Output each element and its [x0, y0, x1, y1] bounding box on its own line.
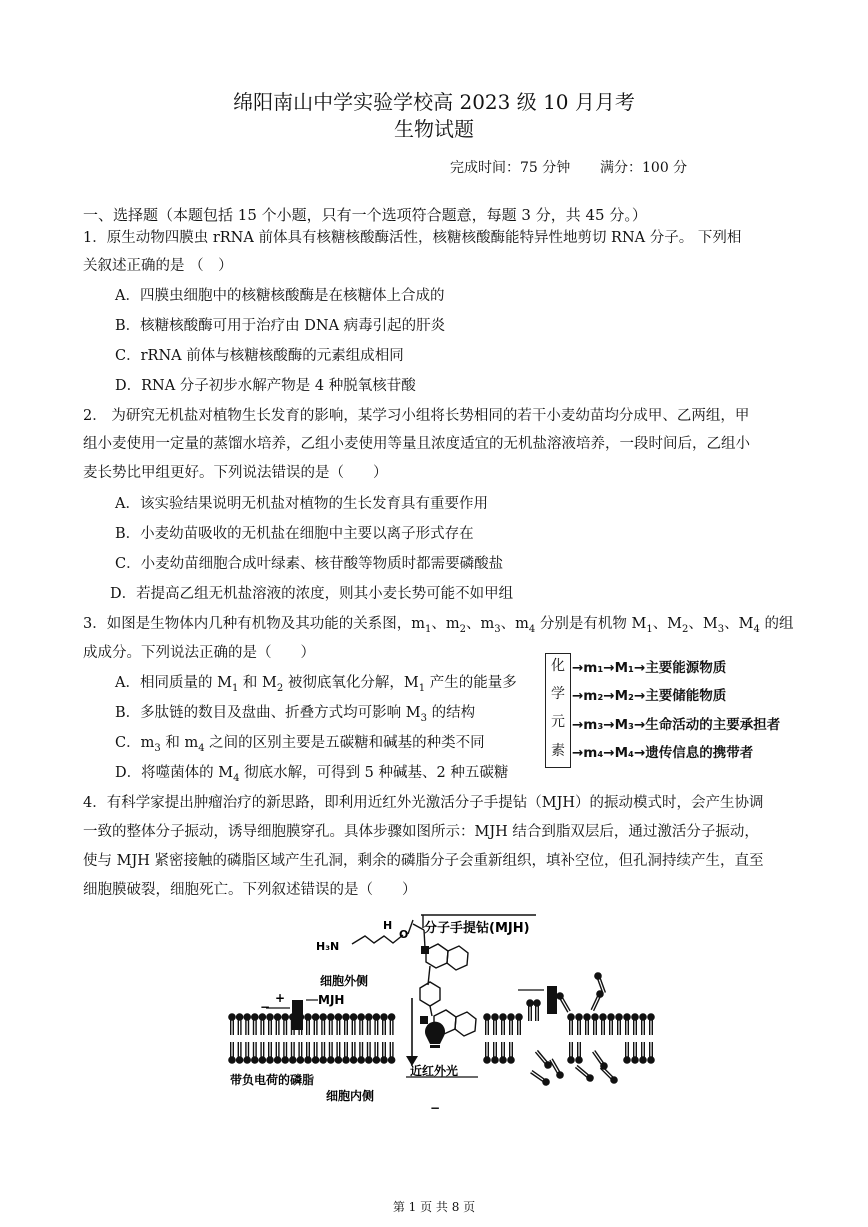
- q2-stem-line3: 麦长势比甲组更好。下列说法错误的是（ ）: [83, 465, 388, 481]
- phospholipid: [319, 1042, 327, 1064]
- phospholipid: [591, 1013, 599, 1035]
- phospholipid: [274, 1042, 282, 1064]
- phospholipid: [533, 999, 541, 1021]
- phospholipid: [575, 1042, 583, 1064]
- phospholipid: [259, 1013, 267, 1035]
- phospholipid: [591, 1049, 610, 1071]
- phospholipid: [365, 1013, 373, 1035]
- phospholipid: [623, 1013, 631, 1035]
- phospholipid: [583, 1013, 591, 1035]
- phospholipid: [266, 1042, 274, 1064]
- full-score: 满分：100 分: [600, 160, 688, 176]
- phospholipid: [304, 1042, 312, 1064]
- phospholipid: [335, 1013, 343, 1035]
- phospholipid: [631, 1042, 639, 1064]
- label-minus: −: [260, 1000, 271, 1014]
- phospholipid: [631, 1013, 639, 1035]
- phospholipid: [507, 1042, 515, 1064]
- phospholipid: [607, 1013, 615, 1035]
- phospholipid: [228, 1013, 236, 1035]
- q3-chain-3: →m₃→M₃→生命活动的主要承担者: [572, 717, 781, 733]
- phospholipid: [357, 1042, 365, 1064]
- phospholipid: [526, 999, 534, 1021]
- q1-stem-line2: 关叙述正确的是 （ ）: [83, 258, 233, 274]
- label-cell-inside: 细胞内侧: [326, 1089, 375, 1103]
- phospholipid: [615, 1013, 623, 1035]
- q4-stem-line3: 使与 MJH 紧密接触的磷脂区域产生孔洞，剩余的磷脂分子会重新组织，填补空位，但孔洞持续产生，直至: [83, 853, 764, 869]
- phospholipid: [491, 1013, 499, 1035]
- phospholipid: [483, 1013, 491, 1035]
- phospholipid: [380, 1013, 388, 1035]
- label-plus: +: [275, 991, 286, 1005]
- phospholipid: [350, 1013, 358, 1035]
- phospholipid: [575, 1013, 583, 1035]
- phospholipid: [327, 1013, 335, 1035]
- phospholipid: [259, 1042, 267, 1064]
- phospholipid: [319, 1013, 327, 1035]
- label-cell-outside: 细胞外侧: [320, 974, 369, 988]
- q3-chain-4: →m₄→M₄→遗传信息的携带者: [572, 745, 754, 761]
- phospholipid: [639, 1013, 647, 1035]
- phospholipid: [574, 1064, 596, 1084]
- phospholipid: [639, 1042, 647, 1064]
- phospholipid: [373, 1042, 381, 1064]
- page-subtitle: 生物试题: [394, 117, 474, 141]
- page-title: 绵阳南山中学实验学校高 2023 级 10 月月考: [233, 90, 635, 114]
- q3-chain-2: →m₂→M₂→主要储能物质: [572, 688, 727, 704]
- q3-option-b: B．多肽链的数目及盘曲、折叠方式均可影响 $M_3$ 的结构: [115, 705, 476, 724]
- label-near-infrared: 近红外光: [410, 1064, 459, 1078]
- q1-option-c: C．rRNA 前体与核糖核酸酶的元素组成相同: [115, 348, 404, 364]
- q1-option-d: D．RNA 分子初步水解产物是 4 种脱氧核苷酸: [115, 378, 416, 394]
- phospholipid: [388, 1042, 396, 1064]
- q3-stem-line1: 3．如图是生物体内几种有机物及其功能的关系图，$m_1$、$m_2$、$m_3$、$m_4$ 分别是有机物 $M_1$、$M_2$、$M_3$、$M_4$ 的组: [83, 616, 794, 635]
- page-footer: 第 1 页 共 8 页: [392, 1200, 476, 1214]
- phospholipid: [243, 1013, 251, 1035]
- q3-box-char-2: 学: [551, 686, 565, 702]
- q4-stem-line4: 细胞膜破裂，细胞死亡。下列叙述错误的是（ ）: [83, 882, 417, 898]
- section-heading: 一、选择题（本题包括 15 个小题，只有一个选项符合题意，每题 3 分，共 45 分。）: [83, 206, 647, 224]
- phospholipid: [491, 1042, 499, 1064]
- phospholipid: [373, 1013, 381, 1035]
- time-limit: 完成时间：75 分钟: [450, 160, 571, 176]
- phospholipid: [228, 1042, 236, 1064]
- phospholipid: [499, 1042, 507, 1064]
- phospholipid: [312, 1013, 320, 1035]
- q2-option-a: A．该实验结果说明无机盐对植物的生长发育具有重要作用: [115, 496, 488, 512]
- phospholipid: [312, 1042, 320, 1064]
- phospholipid: [647, 1042, 655, 1064]
- q3-box-char-3: 元: [551, 714, 565, 730]
- phospholipid: [599, 1013, 607, 1035]
- phospholipid: [529, 1069, 551, 1088]
- q2-stem-line1: 2． 为研究无机盐对植物生长发育的影响，某学习小组将长势相同的若干小麦幼苗均分成甲、乙两组，甲: [83, 408, 750, 424]
- label-mjh: MJH: [318, 993, 345, 1007]
- q3-option-a: A．相同质量的 $M_1$ 和 $M_2$ 被彻底氧化分解，$M_1$ 产生的能量多: [115, 675, 517, 694]
- phospholipid: [281, 1013, 289, 1035]
- phospholipid: [243, 1042, 251, 1064]
- q4-stem-line1: 4．有科学家提出肿瘤治疗的新思路，即利用近红外光激活分子手提钻（MJH）的振动模式时，会产生协调: [83, 795, 764, 811]
- phospholipid: [388, 1013, 396, 1035]
- q4-stem-line2: 一致的整体分子振动，诱导细胞膜穿孔。具体步骤如图所示：MJH 结合到脂双层后，通过激活分子振动，: [83, 824, 759, 840]
- phospholipid: [357, 1013, 365, 1035]
- q3-chain-1: →m₁→M₁→主要能源物质: [572, 660, 727, 676]
- phospholipid: [623, 1042, 631, 1064]
- phospholipid: [327, 1042, 335, 1064]
- label-o: O: [399, 928, 409, 941]
- phospholipid: [297, 1042, 305, 1064]
- phospholipid: [289, 1042, 297, 1064]
- label-negative-lipid: 带负电荷的磷脂: [230, 1073, 315, 1087]
- q2-option-c: C．小麦幼苗细胞合成叶绿素、核苷酸等物质时都需要磷酸盐: [115, 556, 504, 572]
- phospholipid: [534, 1049, 554, 1071]
- phospholipid: [236, 1013, 244, 1035]
- q1-option-a: A．四膜虫细胞中的核糖核酸酶是在核糖体上合成的: [115, 288, 445, 304]
- phospholipid: [350, 1042, 358, 1064]
- phospholipid: [567, 1013, 575, 1035]
- label-h: H: [383, 919, 393, 932]
- phospholipid: [251, 1042, 259, 1064]
- phospholipid: [236, 1042, 244, 1064]
- phospholipid: [251, 1013, 259, 1035]
- label-h3n: H₃N: [316, 940, 340, 953]
- label-mjh-title: 分子手提钻(MJH): [424, 921, 530, 936]
- phospholipid: [266, 1013, 274, 1035]
- phospholipid: [335, 1042, 343, 1064]
- phospholipid: [342, 1013, 350, 1035]
- q3-option-c: C．$m_3$ 和 $m_4$ 之间的区别主要是五碳糖和碱基的种类不同: [115, 735, 485, 754]
- q1-option-b: B．核糖核酸酶可用于治疗由 DNA 病毒引起的肝炎: [115, 318, 446, 334]
- phospholipid: [304, 1013, 312, 1035]
- phospholipid: [548, 1058, 565, 1081]
- phospholipid: [499, 1013, 507, 1035]
- phospholipid: [365, 1042, 373, 1064]
- phospholipid: [589, 989, 605, 1012]
- phospholipid: [647, 1013, 655, 1035]
- q2-option-d: D．若提高乙组无机盐溶液的浓度，则其小麦长势可能不如甲组: [110, 586, 514, 602]
- label-minus-bottom: −: [430, 1101, 441, 1115]
- phospholipid: [515, 1013, 523, 1035]
- q2-option-b: B．小麦幼苗吸收的无机盐在细胞中主要以离子形式存在: [115, 526, 474, 542]
- phospholipid: [274, 1013, 282, 1035]
- q3-stem-line2: 成成分。下列说法正确的是（ ）: [83, 645, 315, 661]
- phospholipid: [281, 1042, 289, 1064]
- q3-box-char-4: 素: [551, 743, 565, 759]
- phospholipid: [507, 1013, 515, 1035]
- phospholipid: [555, 991, 572, 1014]
- q3-box-char-1: 化: [551, 658, 565, 674]
- phospholipid: [567, 1042, 575, 1064]
- q3-option-d: D．将噬菌体的 $M_4$ 彻底水解，可得到 5 种碱基、2 种五碳糖: [115, 765, 509, 784]
- q2-stem-line2: 组小麦使用一定量的蒸馏水培养，乙组小麦使用等量且浓度适宜的无机盐溶液培养，一段时间后，乙组小: [83, 436, 750, 452]
- q1-stem-line1: 1．原生动物四膜虫 rRNA 前体具有核糖核酸酶活性，核糖核酸酶能特异性地剪切 RNA 分子。 下列相: [83, 230, 742, 246]
- phospholipid: [483, 1042, 491, 1064]
- phospholipid: [380, 1042, 388, 1064]
- phospholipid: [342, 1042, 350, 1064]
